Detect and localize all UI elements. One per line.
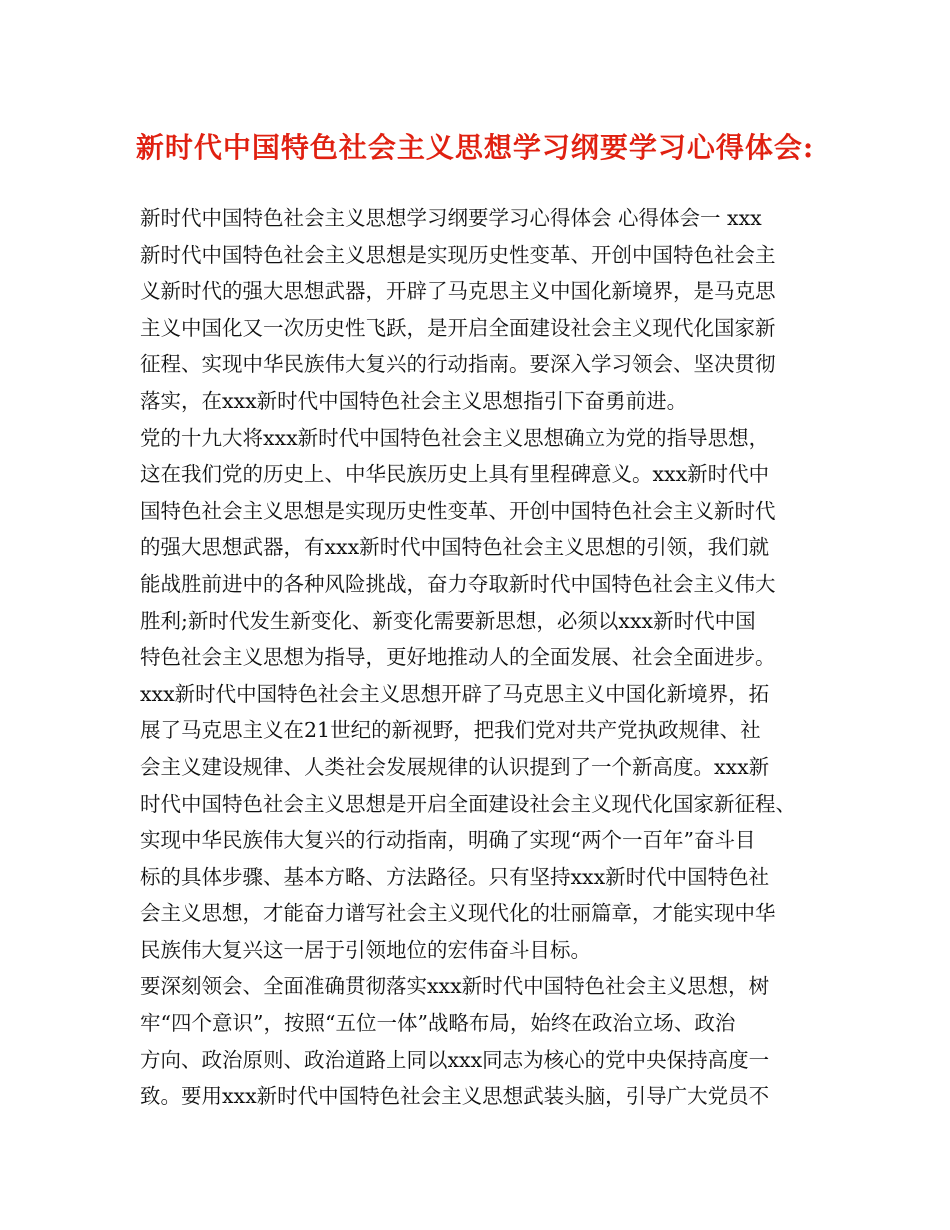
body-line: 新时代中国特色社会主义思想学习纲要学习心得体会 心得体会一 xxx <box>140 206 762 230</box>
document-body <box>140 200 820 1115</box>
body-line: 特色社会主义思想为指导，更好地推动人的全面发展、社会全面进步。 <box>140 645 776 670</box>
body-line: 时代中国特色社会主义思想是开启全面建设社会主义现代化国家新征程、 <box>140 791 796 816</box>
document-title: 新时代中国特色社会主义思想学习纲要学习心得体会: <box>135 131 815 164</box>
body-line: 会主义建设规律、人类社会发展规律的认识提到了一个新高度。xxx新 <box>140 754 770 779</box>
body-line: 征程、实现中华民族伟大复兴的行动指南。要深入学习领会、坚决贯彻 <box>140 352 776 377</box>
body-line: 能战胜前进中的各种风险挑战，奋力夺取新时代中国特色社会主义伟大 <box>140 571 776 596</box>
body-line: 国特色社会主义思想是实现历史性变革、开创中国特色社会主义新时代 <box>140 498 776 523</box>
body-line: 民族伟大复兴这一居于引领地位的宏伟奋斗目标。 <box>140 937 591 962</box>
body-line: 标的具体步骤、基本方略、方法路径。只有坚持xxx新时代中国特色社 <box>140 864 770 889</box>
body-line: 展了马克思主义在21世纪的新视野，把我们党对共产党执政规律、社 <box>140 718 761 743</box>
body-line: 致。要用xxx新时代中国特色社会主义思想武装头脑，引导广大党员不 <box>140 1084 770 1109</box>
body-line: 这在我们党的历史上、中华民族历史上具有里程碑意义。xxx新时代中 <box>140 462 770 487</box>
body-line: 会主义思想，才能奋力谱写社会主义现代化的壮丽篇章，才能实现中华 <box>140 901 776 926</box>
body-line: xxx新时代中国特色社会主义思想开辟了马克思主义中国化新境界，拓 <box>140 681 770 706</box>
body-line: 义新时代的强大思想武器，开辟了马克思主义中国化新境界，是马克思 <box>140 279 776 304</box>
body-line: 主义中国化又一次历史性飞跃，是开启全面建设社会主义现代化国家新 <box>140 315 776 340</box>
body-line: 方向、政治原则、政治道路上同以xxx同志为核心的党中央保持高度一 <box>140 1047 770 1072</box>
body-line: 新时代中国特色社会主义思想是实现历史性变革、开创中国特色社会主 <box>140 242 776 267</box>
body-line: 落实，在xxx新时代中国特色社会主义思想指引下奋勇前进。 <box>140 388 688 413</box>
body-line: 党的十九大将xxx新时代中国特色社会主义思想确立为党的指导思想， <box>140 425 770 450</box>
body-line: 的强大思想武器，有xxx新时代中国特色社会主义思想的引领，我们就 <box>140 535 770 560</box>
body-line: 实现中华民族伟大复兴的行动指南，明确了实现“两个一百年”奋斗目 <box>140 828 756 853</box>
body-line: 牢“四个意识”，按照“五位一体”战略布局，始终在政治立场、政治 <box>140 1011 736 1036</box>
body-line: 要深刻领会、全面准确贯彻落实xxx新时代中国特色社会主义思想，树 <box>140 974 770 999</box>
body-line: 胜利;新时代发生新变化、新变化需要新思想，必须以xxx新时代中国 <box>140 608 756 633</box>
